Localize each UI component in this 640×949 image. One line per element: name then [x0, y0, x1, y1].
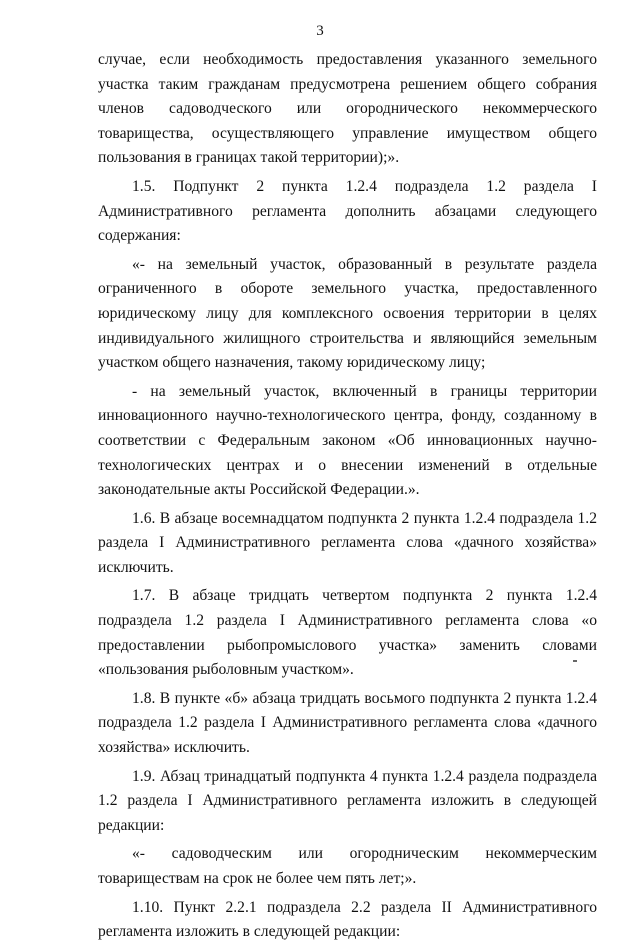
paragraph-1-9: 1.9. Абзац тринадцатый подпункта 4 пункта 1.2.4 раздела подраздела 1.2 раздела I Административного регламента изложить в следующей редакции: [98, 767, 597, 834]
paragraph-1-8: 1.8. В пункте «б» абзаца тридцать восьмого подпункта 2 пункта 1.2.4 подраздела 1.2 раздела I Административного регламента слова «дачного хозяйства» исключить. [98, 689, 597, 757]
paragraph-1-6: 1.6. В абзаце восемнадцатом подпункта 2 пункта 1.2.4 подраздела 1.2 раздела I Административного регламента слова «дачного хозяйства» исключить. [98, 509, 597, 576]
paragraph-continuation: случае, если необходимость предоставления указанного земельного участка таким гражданам предусмотрена решением общего собрания членов садоводческого или огороднического некоммерческого товарищества, осуществляющего управление имуществом общего пользования в границах такой территории);». [98, 51, 597, 167]
paragraph-1-5-item-2: - на земельный участок, включенный в границы территории инновационного научно-технологического центра, фонду, созданному в соответствии с Федеральным законом «Об инновационных научно-технологических центрах и о внесении изменений в отдельные законодательные акты Российской Федерации.». [98, 382, 597, 499]
scan-mark [573, 660, 577, 662]
paragraph-1-10: 1.10. Пункт 2.2.1 подраздела 2.2 раздела II Административного регламента изложить в следующей редакции: [98, 898, 597, 941]
paragraph-1-9-item: «- садоводческим или огородническим некоммерческим товариществам на срок не более чем пять лет;». [98, 845, 597, 887]
document-body [98, 48, 597, 949]
paragraph-1-5-item-1: «- на земельный участок, образованный в результате раздела ограниченного в обороте земельного участка, предоставленного юридическому лицу для комплексного освоения территории в целях индивидуального жилищного строительства и являющийся земельным участком общего назначения, такому юридическому лицу; [98, 255, 597, 372]
paragraph-1-5: 1.5. Подпункт 2 пункта 1.2.4 подраздела 1.2 раздела I Административного регламента дополнить абзацами следующего содержания: [98, 177, 597, 245]
page-number: 3 [316, 23, 324, 39]
paragraph-1-7: 1.7. В абзаце тридцать четвертом подпункта 2 пункта 1.2.4 подраздела 1.2 раздела I Административного регламента слова «о предоставлении рыбопромыслового участка» заменить словами «пользования рыболовным участком». [98, 587, 597, 679]
